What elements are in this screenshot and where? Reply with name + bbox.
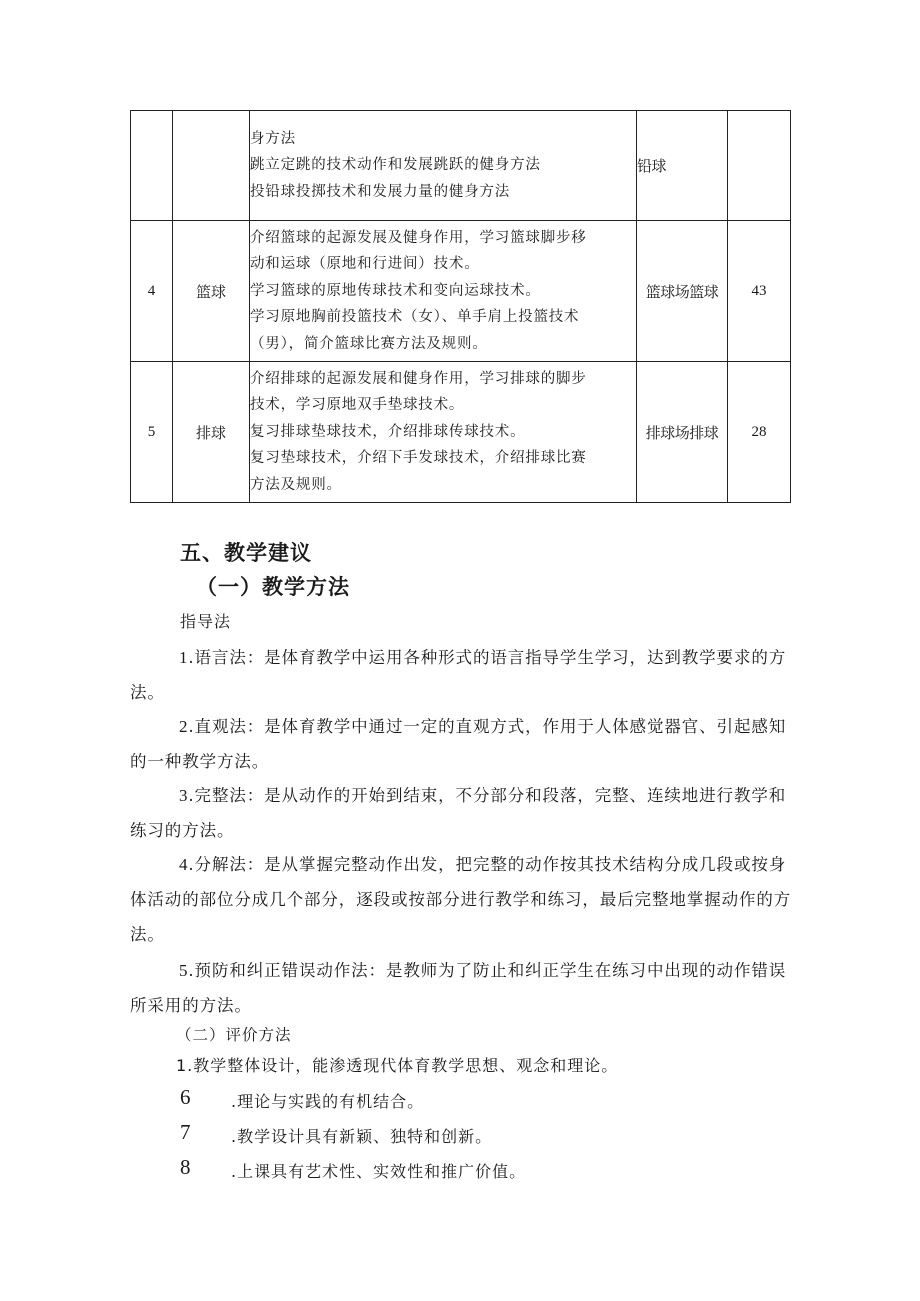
subsection-title-evaluation: （二）评价方法 [176, 1026, 292, 1044]
table-row [131, 111, 791, 221]
method-number: 4 [179, 855, 189, 874]
evaluation-number: 6 [180, 1085, 191, 1109]
content-line: 介绍排球的起源发展和健身作用，学习排球的脚步 [250, 370, 587, 387]
content-line: （男），简介篮球比赛方法及规则。 [250, 335, 488, 352]
content-line: 身方法 [250, 130, 296, 147]
method-item [130, 640, 794, 710]
method-text: .直观法：是体育教学中通过一定的直观方式，作用于人体感觉器官、引起感知的一种教学方法。 [130, 717, 787, 771]
method-text: .预防和纠正错误动作法：是教师为了防止和纠正学生在练习中出现的动作错误所采用的方法。 [130, 961, 787, 1015]
row-content [250, 111, 637, 221]
row-hours: 28 [728, 362, 791, 503]
method-item [130, 778, 794, 848]
method-number: 3 [179, 786, 189, 805]
evaluation-text: .教学设计具有新颖、独特和创新。 [231, 1127, 493, 1146]
row-venue: 排球场排球 [637, 362, 728, 503]
row-item-name: 排球 [173, 362, 250, 503]
method-number: 5 [179, 961, 189, 980]
content-line: 跳立定跳的技术动作和发展跳跃的健身方法 [250, 157, 541, 174]
content-line: 学习原地胸前投篮技术（女）、单手肩上投篮技术 [250, 309, 580, 326]
method-text: .完整法：是从动作的开始到结束，不分部分和段落，完整、连续地进行教学和练习的方法。 [130, 786, 787, 840]
subsection-title-methods: （一）教学方法 [196, 575, 350, 599]
content-line: 复习排球垫球技术，介绍排球传球技术。 [250, 423, 526, 440]
course-table [130, 110, 791, 503]
content-line: 复习垫球技术，介绍下手发球技术，介绍排球比赛 [250, 450, 587, 467]
content-line: 动和运球（原地和行进间）技术。 [250, 256, 480, 273]
evaluation-number: 8 [180, 1155, 191, 1179]
row-item-name: 篮球 [173, 221, 250, 362]
row-venue: 篮球场篮球 [637, 221, 728, 362]
content-line: 方法及规则。 [250, 476, 342, 493]
method-text: .语言法：是体育教学中运用各种形式的语言指导学生学习，达到教学要求的方法。 [130, 648, 787, 702]
row-content [250, 221, 637, 362]
row-content [250, 362, 637, 503]
row-item-name [173, 111, 250, 221]
row-number: 5 [131, 362, 173, 503]
content-line: 学习篮球的原地传球技术和变向运球技术。 [250, 282, 541, 299]
method-text: .分解法：是从掌握完整动作出发，把完整的动作按其技术结构分成几段或按身体活动的部位分成几个部分，逐段或按部分进行教学和练习，最后完整地掌握动作的方法。 [130, 855, 792, 944]
evaluation-number: 7 [180, 1120, 191, 1144]
content-line: 介绍篮球的起源发展及健身作用，学习篮球脚步移 [250, 229, 587, 246]
content-line: 投铅球投掷技术和发展力量的健身方法 [250, 183, 511, 200]
method-item [130, 953, 794, 1023]
row-hours [728, 111, 791, 221]
evaluation-text: .理论与实践的有机结合。 [231, 1092, 425, 1111]
content-line: 技术，学习原地双手垫球技术。 [250, 397, 465, 414]
evaluation-text: .上课具有艺术性、实效性和推广价值。 [231, 1162, 527, 1181]
section-title: 五、教学建议 [180, 541, 312, 565]
evaluation-item: 1.教学整体设计，能渗透现代体育教学思想、观念和理论。 [176, 1056, 619, 1075]
row-number: 4 [131, 221, 173, 362]
method-number: 2 [179, 717, 189, 736]
table-row [131, 362, 791, 503]
table-row [131, 221, 791, 362]
row-hours: 43 [728, 221, 791, 362]
row-number [131, 111, 173, 221]
method-number: 1 [179, 648, 189, 667]
method-item [130, 709, 794, 779]
intro-text: 指导法 [180, 612, 232, 631]
method-item [130, 847, 794, 952]
row-venue: 铅球 [637, 111, 728, 221]
